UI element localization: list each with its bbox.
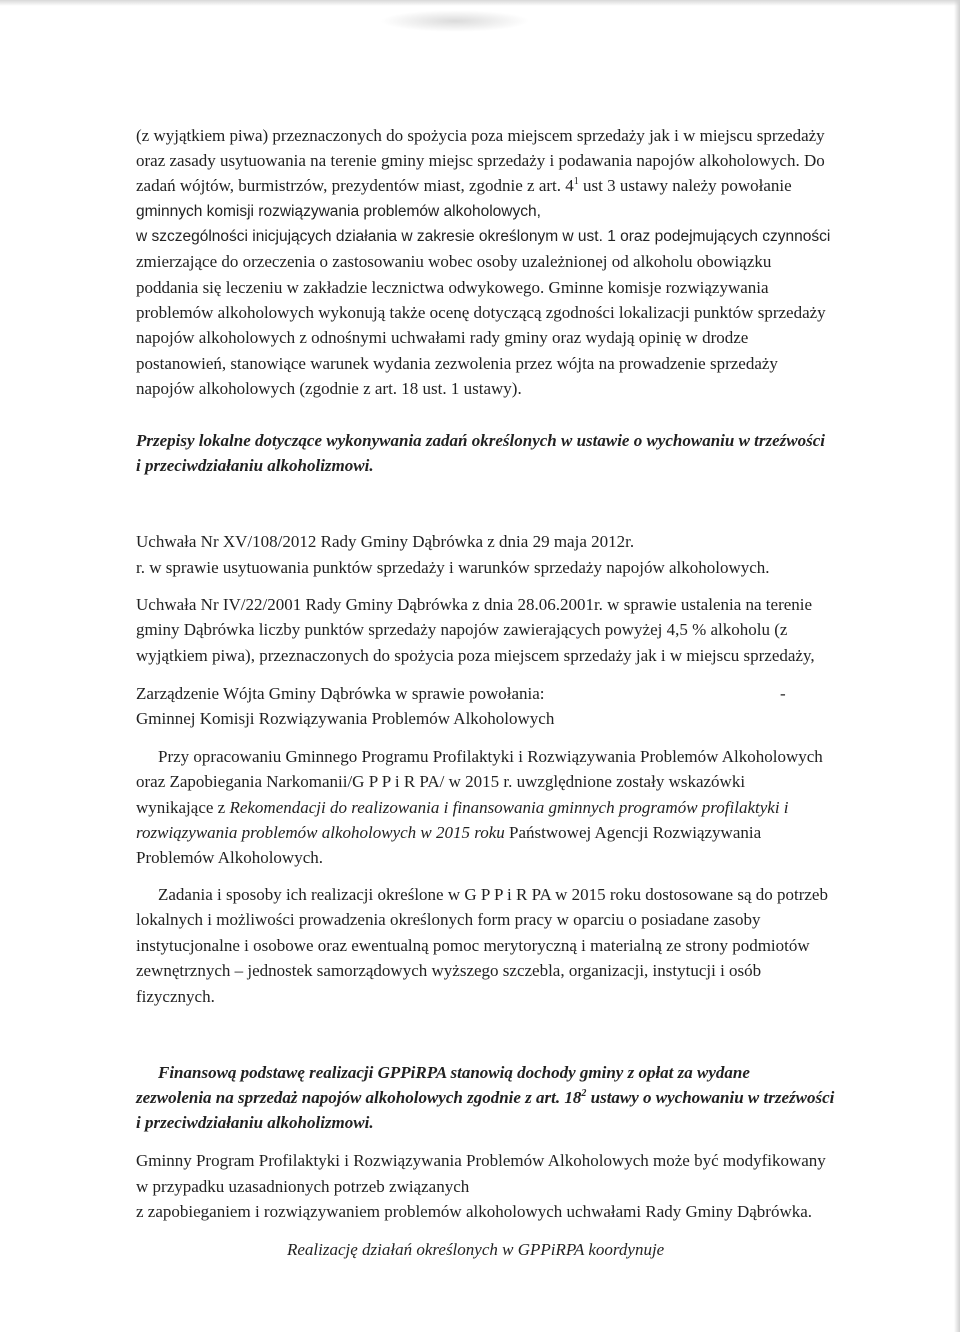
intro-line-8: problemów alkoholowych wykonują także ocenę dotyczącą zgodności lokalizacji punktów sprzedaży <box>136 303 826 322</box>
closing-line: Realizację działań określonych w GPPiRPA koordynuje <box>287 1240 665 1259</box>
preparation-line-4 <box>136 823 761 843</box>
ordinance-line-1: Zarządzenie Wójta Gminy Dąbrówka w sprawie powołania: <box>136 684 545 703</box>
intro-line-5: w szczególności inicjujących działania w zakresie określonym w ust. 1 oraz podejmujących czynności <box>136 228 831 245</box>
scan-smudge <box>380 10 530 32</box>
heading-local-regulations-line-1: Przepisy lokalne dotyczące wykonywania zadań określonych w ustawie o wychowaniu w trzeźwości <box>136 431 826 450</box>
intro-line-4: gminnych komisji rozwiązywania problemów alkoholowych, <box>136 203 541 220</box>
tasks-line-2: lokalnych i możliwości prowadzenia określonych form pracy w oparciu o posiadane zasoby <box>136 910 761 929</box>
preparation-line-4-text: Państwowej Agencji Rozwiązywania <box>504 823 762 842</box>
intro-line-9: napojów alkoholowych z odnośnymi uchwałami rady gminy oraz wydają opinię w drodze <box>136 328 749 347</box>
ordinance-line-2: Gminnej Komisji Rozwiązywania Problemów Alkoholowych <box>136 709 555 728</box>
preparation-line-2: oraz Zapobiegania Narkomanii/G P P i R PA/ w 2015 r. uwzględnione zostały wskazówki <box>136 772 746 791</box>
tasks-line-3: instytucjonalne i osobowe oraz ewentualną pomoc merytoryczną i materialną ze strony podmiotów <box>136 936 810 955</box>
intro-line-7: poddania się leczeniu w zakładzie lecznictwa odwykowego. Gminne komisje rozwiązywania <box>136 278 769 297</box>
resolution-2012-line-2: r. w sprawie usytuowania punktów sprzedaży i warunków sprzedaży napojów alkoholowych. <box>136 558 770 577</box>
intro-line-6: zmierzające do orzeczenia o zastosowaniu wobec osoby uzależnionej od alkoholu obowiązku <box>136 252 772 271</box>
preparation-line-3 <box>136 798 789 818</box>
ordinance-dash: - <box>780 684 786 703</box>
tasks-line-5: fizycznych. <box>136 987 215 1006</box>
intro-line-3 <box>136 176 792 196</box>
heading-financing-line-2 <box>136 1088 834 1108</box>
recommendations-title-cont: rozwiązywania problemów alkoholowych w 2015 roku <box>136 823 505 842</box>
heading-financing-line-2-rest: ustawy o wychowaniu w trzeźwości <box>586 1088 835 1107</box>
scan-right-edge <box>954 0 960 1332</box>
resolution-2001-line-2: gminy Dąbrówka liczby punktów sprzedaży napojów zawierających powyżej 4,5 % alkoholu (z <box>136 620 788 639</box>
article-superscript: 1 <box>573 176 579 187</box>
intro-line-11: napojów alkoholowych (zgodnie z art. 18 ust. 1 ustawy). <box>136 379 522 398</box>
scan-top-edge <box>0 0 960 6</box>
modification-line-2: w przypadku uzasadnionych potrzeb związanych <box>136 1177 470 1196</box>
modification-line-3: z zapobieganiem i rozwiązywaniem problemów alkoholowych uchwałami Rady Gminy Dąbrówka. <box>136 1202 813 1221</box>
tasks-line-1: Zadania i sposoby ich realizacji określone w G P P i R PA w 2015 roku dostosowane są do potrzeb <box>158 885 828 904</box>
intro-line-3-text: zadań wójtów, burmistrzów, prezydentów miast, zgodnie z art. 4 <box>136 176 574 195</box>
recommendations-title: Rekomendacji do realizowania i finansowania gminnych programów profilaktyki i <box>229 798 789 817</box>
preparation-line-5: Problemów Alkoholowych. <box>136 848 323 867</box>
resolution-2012-line-1: Uchwała Nr XV/108/2012 Rady Gminy Dąbrówka z dnia 29 maja 2012r. <box>136 532 635 551</box>
heading-financing-line-3: i przeciwdziałaniu alkoholizmowi. <box>136 1113 374 1132</box>
intro-line-3-rest: ust 3 ustawy należy powołanie <box>578 176 792 195</box>
preparation-line-1: Przy opracowaniu Gminnego Programu Profilaktyki i Rozwiązywania Problemów Alkoholowych <box>158 747 823 766</box>
heading-financing-line-2-text: zezwolenia na sprzedaż napojów alkoholowych zgodnie z art. 18 <box>136 1088 582 1107</box>
heading-local-regulations-line-2: i przeciwdziałaniu alkoholizmowi. <box>136 456 374 475</box>
preparation-line-3-text: wynikające z <box>136 798 230 817</box>
resolution-2001-line-3: wyjątkiem piwa), przeznaczonych do spożycia poza miejscem sprzedaży jak i w miejscu sprzedaży, <box>136 646 815 665</box>
heading-financing-line-1: Finansową podstawę realizacji GPPiRPA stanowią dochody gminy z opłat za wydane <box>158 1063 750 1082</box>
intro-line-2: oraz zasady usytuowania na terenie gminy miejsc sprzedaży i podawania napojów alkoholowych. Do <box>136 151 825 170</box>
tasks-line-4: zewnętrznych – jednostek samorządowych wyższego szczebla, organizacji, instytucji i osób <box>136 961 762 980</box>
modification-line-1: Gminny Program Profilaktyki i Rozwiązywania Problemów Alkoholowych może być modyfikowany <box>136 1151 826 1170</box>
resolution-2001-line-1: Uchwała Nr IV/22/2001 Rady Gminy Dąbrówka z dnia 28.06.2001r. w sprawie ustalenia na terenie <box>136 595 813 614</box>
intro-line-1: (z wyjątkiem piwa) przeznaczonych do spożycia poza miejscem sprzedaży jak i w miejscu sprzedaży <box>136 126 825 145</box>
intro-line-10: postanowień, stanowiące warunek wydania zezwolenia przez wójta na prowadzenie sprzedaży <box>136 354 778 373</box>
article-superscript-2: 2 <box>581 1088 587 1099</box>
